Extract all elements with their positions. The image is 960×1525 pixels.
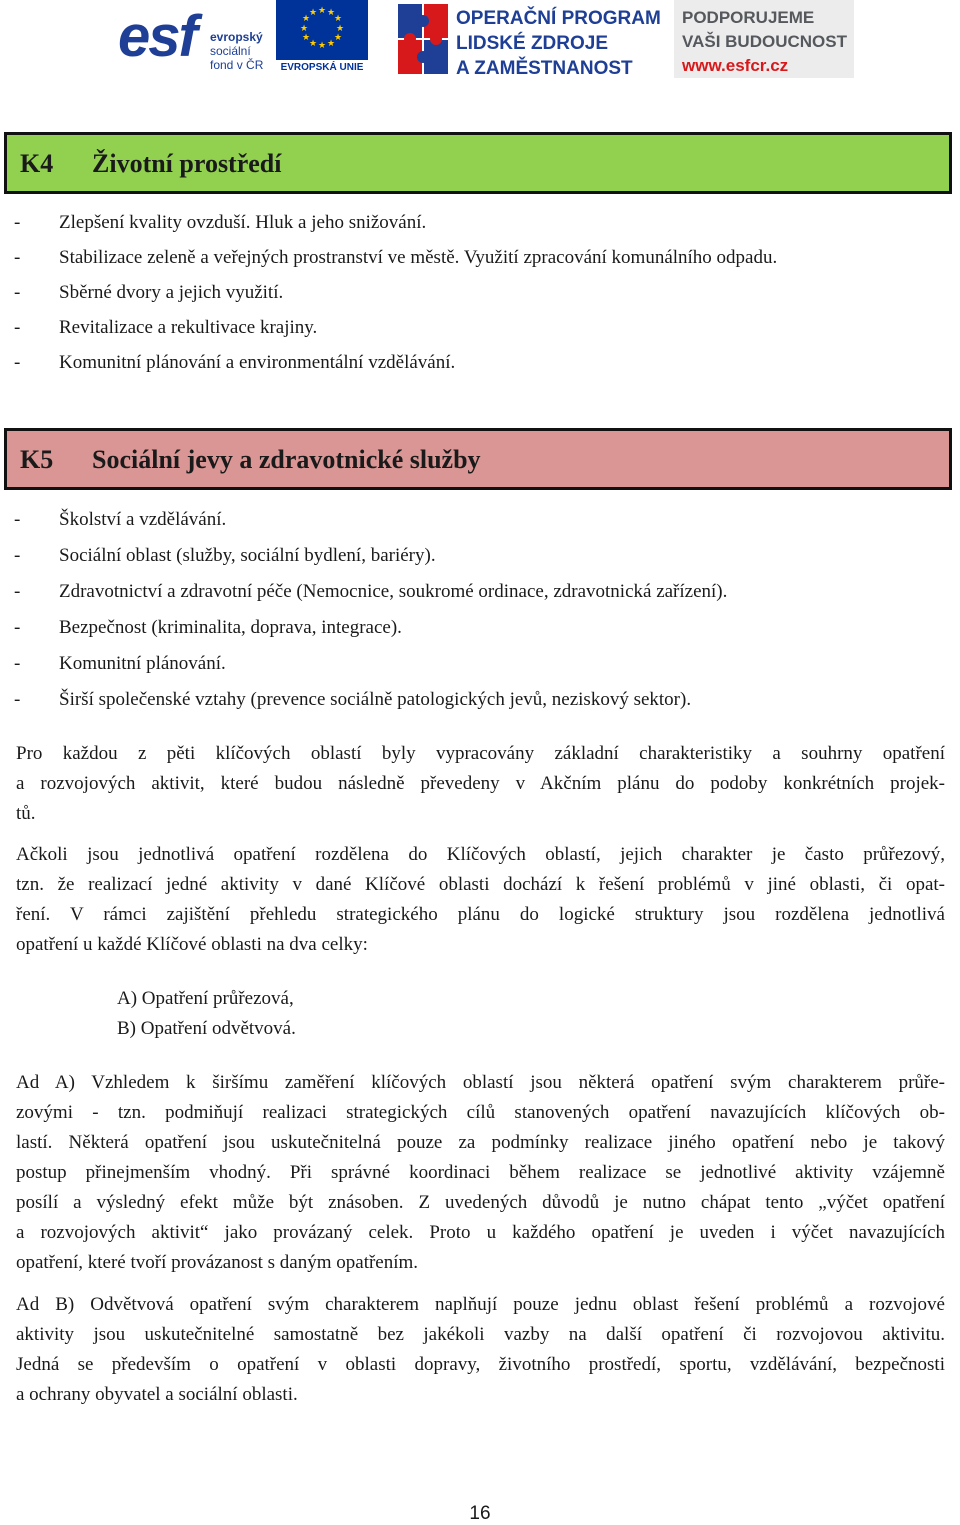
list-dash: - [14, 352, 21, 373]
section-title: Sociální jevy a zdravotnické služby [92, 445, 481, 474]
section-header-k4 [4, 132, 952, 194]
section-code: K5 [20, 445, 54, 474]
list-item-text: Revitalizace a rekultivace krajiny. [59, 317, 318, 338]
list-dash: - [14, 247, 21, 268]
support-line: PODPORUJEME [682, 8, 815, 27]
list-dash: - [14, 617, 21, 638]
section-code: K4 [20, 149, 54, 178]
list-dash: - [14, 689, 21, 710]
list-dash: - [14, 317, 21, 338]
paragraph-line: Ačkoli jsou jednotlivá opatření rozdělena do Klíčových oblastí, jejich charakter je často průřezový, [16, 844, 945, 865]
page-number: 16 [469, 1503, 491, 1524]
esf-caption-line: evropský [210, 30, 263, 44]
paragraph-line: Ad B) Odvětvová opatření svým charakterem naplňují pouze jednu oblast řešení problémů a rozvojové [16, 1294, 945, 1315]
support-line: VAŠI BUDOUCNOST [682, 32, 847, 51]
op-caption-line: OPERAČNÍ PROGRAM [456, 8, 661, 29]
paragraph-line: a rozvojových aktivit“ jako provázaný celek. Proto u každého opatření je uveden i výčet navazujících [16, 1222, 945, 1243]
svg-text:★: ★ [308, 39, 318, 49]
list-dash: - [14, 282, 21, 303]
paragraph-measures-division [16, 840, 945, 960]
list-dash: - [14, 212, 21, 233]
list-item-text: Zlepšení kvality ovzduší. Hluk a jeho snižování. [59, 212, 427, 233]
svg-text:★: ★ [301, 33, 311, 43]
list-item-text: Širší společenské vztahy (prevence sociálně patologických jevů, neziskový sektor). [59, 689, 692, 710]
list-dash: - [14, 545, 21, 566]
esf-caption [210, 30, 274, 72]
eu-logo [276, 0, 368, 78]
paragraph-line: tzn. že realizací jedné aktivity v dané Klíčové oblasti dochází k řešení problémů v jiné oblasti, či opat- [16, 874, 945, 895]
svg-text:★: ★ [317, 6, 327, 16]
esf-logo [118, 0, 270, 78]
esf-mark: esf [118, 4, 196, 69]
list-item-text: Bezpečnost (kriminalita, doprava, integrace). [59, 617, 402, 638]
paragraph-line: opatření, které tvoří provázanost s daným opatřením. [16, 1252, 419, 1273]
paragraph-line: a ochrany obyvatel a sociální oblasti. [16, 1384, 298, 1405]
svg-text:★: ★ [333, 33, 343, 43]
paragraph-line: opatření u každé Klíčové oblasti na dva celky: [16, 934, 368, 955]
list-dash: - [14, 509, 21, 530]
list-item-text: Komunitní plánování a environmentální vzdělávání. [59, 352, 456, 373]
measure-type-a: A) Opatření průřezová, [117, 988, 294, 1009]
list-item-text: Stabilizace zeleně a veřejných prostranství ve městě. Využití zpracování komunálního odpadu. [59, 247, 778, 268]
op-caption-line: A ZAMĚSTNANOST [456, 58, 633, 79]
paragraph-ad-a [16, 1068, 945, 1278]
paragraph-line: posílí a výsledný efekt může být znásoben. Z uvedených důvodů je nutno chápat tento „výčet opatření [16, 1192, 945, 1213]
support-caption [682, 6, 847, 78]
paragraph-key-areas [16, 739, 945, 829]
paragraph-line: ření. V rámci zajištění přehledu strategického plánu do logické struktury jsou rozdělena jednotlivá [16, 904, 945, 925]
svg-text:★: ★ [333, 14, 343, 24]
paragraph-line: Jedná se především o opatření v oblasti dopravy, životního prostředí, sportu, vzdělávání, bezpečnosti [16, 1354, 945, 1375]
op-puzzle-icon [396, 0, 450, 78]
paragraph-line: lastí. Některá opatření jsou uskutečnitelná pouze za podmínky realizace jiného opatření nebo je takový [16, 1132, 945, 1153]
paragraph-line: zovými - tzn. podmiňují realizaci strategických cílů stanovených opatření navazujících klíčových ob- [16, 1102, 945, 1123]
eu-flag-icon [276, 0, 368, 60]
paragraph-line: postup přinejmenším vhodný. Při správné koordinaci během realizace se jednotlivé aktivity vzájemně [16, 1162, 945, 1183]
list-item-text: Sběrné dvory a jejich využití. [59, 282, 284, 303]
svg-text:★: ★ [308, 8, 318, 18]
paragraph-line: Ad A) Vzhledem k širšímu zaměření klíčových oblastí jsou některá opatření svým charakterem průře- [16, 1072, 945, 1093]
section-header-k5 [4, 428, 952, 490]
svg-text:★: ★ [326, 8, 336, 18]
svg-text:★: ★ [326, 39, 336, 49]
section-title: Životní prostředí [92, 149, 282, 178]
list-item-text: Zdravotnictví a zdravotní péče (Nemocnice, soukromé ordinace, zdravotnická zařízení). [59, 581, 728, 602]
list-item-text: Školství a vzdělávání. [59, 509, 227, 530]
support-url-link[interactable]: www.esfcr.cz [682, 56, 789, 75]
paragraph-line: tů. [16, 803, 36, 824]
paragraph-line: a rozvojových aktivit, které budou následně převedeny v Akčním plánu do podoby konkrétních projek- [16, 773, 945, 794]
list-item-text: Komunitní plánování. [59, 653, 226, 674]
paragraph-ad-b [16, 1290, 945, 1410]
list-dash: - [14, 581, 21, 602]
svg-text:★: ★ [299, 24, 309, 34]
paragraph-line: Pro každou z pěti klíčových oblastí byly vypracovány základní charakteristiky a souhrny opatření [16, 743, 945, 764]
svg-text:★: ★ [317, 41, 327, 51]
svg-text:★: ★ [335, 24, 345, 34]
list-item-text: Sociální oblast (služby, sociální bydlení, bariéry). [59, 545, 436, 566]
op-caption [456, 6, 661, 81]
header-logo-strip [0, 0, 960, 82]
op-caption-line: LIDSKÉ ZDROJE [456, 33, 609, 54]
paragraph-line: aktivity jsou uskutečnitelné samostatně bez jakékoli vazby na další opatření či rozvojovou aktivitu. [16, 1324, 945, 1345]
esf-caption-line: sociální [210, 44, 251, 58]
esf-caption-line: fond v ČR [210, 58, 264, 72]
svg-text:★: ★ [301, 14, 311, 24]
eu-caption: EVROPSKÁ UNIE [280, 62, 364, 73]
support-banner [674, 0, 854, 78]
list-dash: - [14, 653, 21, 674]
measure-type-b: B) Opatření odvětvová. [117, 1018, 296, 1039]
